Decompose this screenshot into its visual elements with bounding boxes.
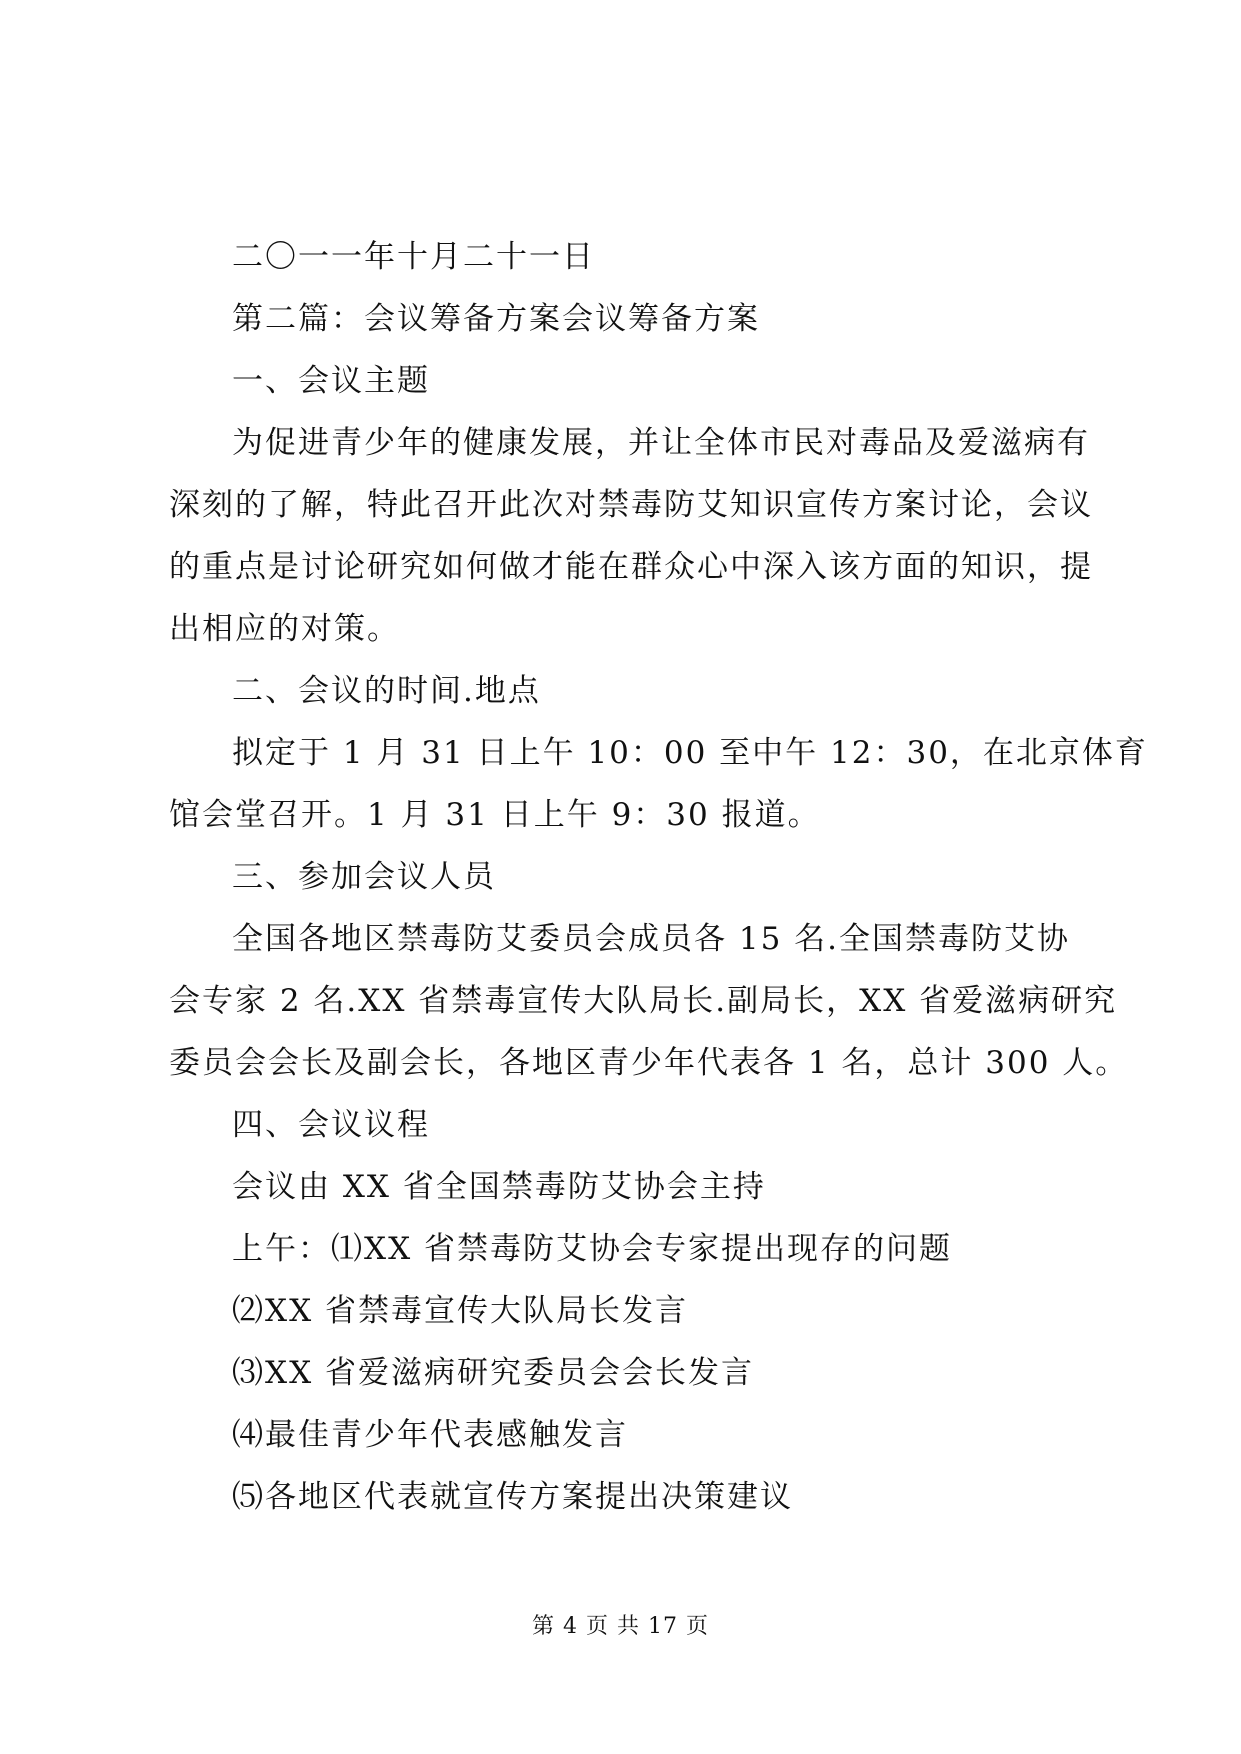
agenda-item: ⑷最佳青少年代表感触发言 <box>232 1417 628 1453</box>
agenda-item: 上午：⑴XX 省禁毒防艾协会专家提出现存的问题 <box>232 1231 952 1267</box>
date-line: 二〇一一年十月二十一日 <box>232 239 595 275</box>
page-footer: 第 4 页 共 17 页 <box>532 1614 709 1639</box>
agenda-item: ⑵XX 省禁毒宣传大队局长发言 <box>232 1293 688 1329</box>
paragraph-line: 为促进青少年的健康发展，并让全体市民对毒品及爱滋病有 <box>232 425 1090 461</box>
heading-agenda: 四、会议议程 <box>232 1107 430 1143</box>
paragraph-line: 会议由 XX 省全国禁毒防艾协会主持 <box>232 1169 766 1205</box>
paragraph-line: 拟定于 1 月 31 日上午 10：00 至中午 12：30，在北京体育 <box>232 735 1148 771</box>
paragraph-line: 全国各地区禁毒防艾委员会成员各 15 名.全国禁毒防艾协 <box>232 921 1071 957</box>
paragraph-line: 的重点是讨论研究如何做才能在群众心中深入该方面的知识，提 <box>169 549 1093 585</box>
paragraph-line: 会专家 2 名.XX 省禁毒宣传大队局长.副局长，XX 省爱滋病研究 <box>169 983 1118 1019</box>
paragraph-line: 委员会会长及副会长，各地区青少年代表各 1 名，总计 300 人。 <box>169 1045 1129 1081</box>
agenda-item: ⑸各地区代表就宣传方案提出决策建议 <box>232 1479 793 1515</box>
section-title: 第二篇：会议筹备方案会议筹备方案 <box>232 301 760 337</box>
paragraph-line: 深刻的了解，特此召开此次对禁毒防艾知识宣传方案讨论，会议 <box>169 487 1093 523</box>
heading-time-location: 二、会议的时间.地点 <box>232 673 541 709</box>
agenda-item: ⑶XX 省爱滋病研究委员会会长发言 <box>232 1355 754 1391</box>
heading-meeting-theme: 一、会议主题 <box>232 363 430 399</box>
paragraph-line: 出相应的对策。 <box>169 611 400 647</box>
heading-attendees: 三、参加会议人员 <box>232 859 496 895</box>
paragraph-line: 馆会堂召开。1 月 31 日上午 9：30 报道。 <box>169 797 821 833</box>
